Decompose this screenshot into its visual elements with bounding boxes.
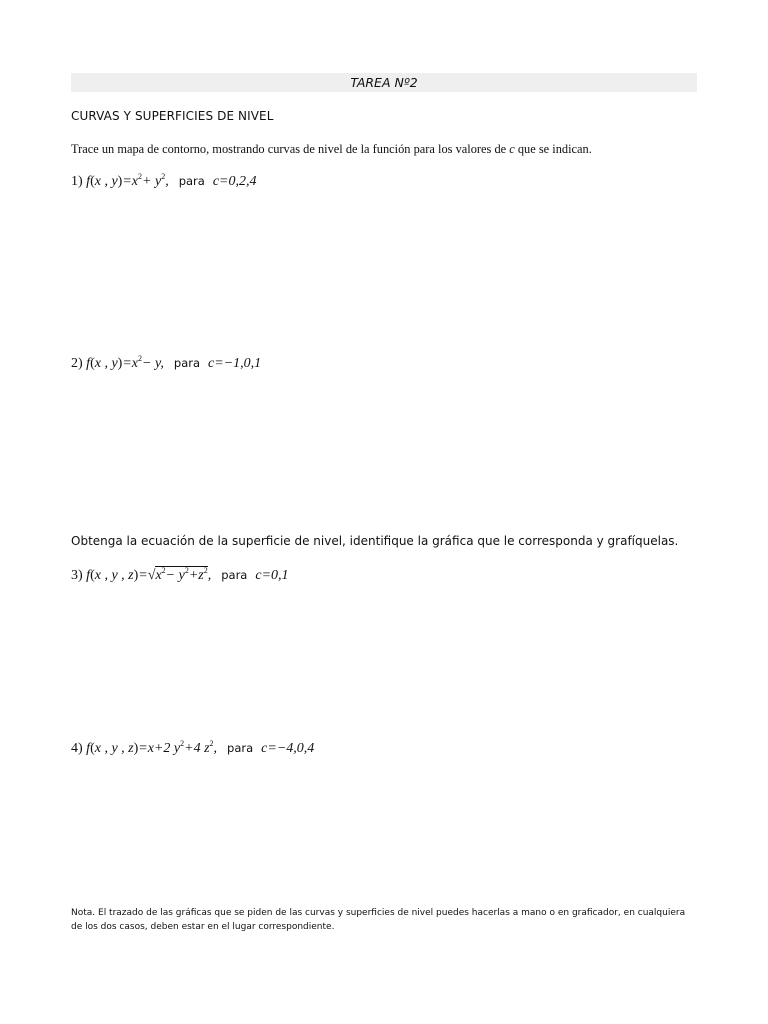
surface-instruction: Obtenga la ecuación de la superficie de nivel, identifique la gráfica que le corresponda y grafíquelas.: [71, 534, 679, 548]
problem-4-values: c=−4,0,4: [261, 741, 315, 756]
page-title: TAREA Nº2: [71, 73, 697, 92]
problem-1: [71, 172, 256, 190]
problem-3-number: 3): [71, 568, 83, 583]
problem-4: [71, 739, 314, 757]
problem-4-para: para: [227, 741, 254, 755]
problem-1-para: para: [178, 174, 205, 188]
problem-4-function: f(x , y , z)=x+2 $y^2+4$ $z^2$,: [86, 739, 218, 756]
problem-1-number: 1): [71, 174, 83, 189]
contour-instruction-pre: Trace un mapa de contorno, mostrando curvas de nivel de la función para los valores de: [71, 142, 510, 156]
problem-3: [71, 566, 289, 584]
problem-2: [71, 354, 261, 372]
problem-2-values: c=−1,0,1: [208, 356, 262, 371]
problem-1-function: f(x , $y)=x^2+ y^2$,: [86, 172, 169, 189]
problem-4-number: 4): [71, 741, 83, 756]
contour-instruction: [71, 142, 592, 157]
contour-instruction-var: c: [509, 142, 515, 156]
problem-2-function: f(x , $y)=x^2- y$,: [86, 354, 164, 371]
problem-3-para: para: [221, 568, 248, 582]
footnote: [71, 906, 701, 934]
contour-instruction-post: que se indican.: [514, 142, 592, 156]
problem-3-function: f(x , y , $z)=√x^2- y^2+z^2$,: [86, 566, 212, 583]
footnote-line-2: de los dos casos, deben estar en el lugar correspondiente.: [71, 922, 335, 932]
problem-2-para: para: [173, 356, 201, 370]
problem-3-values: c=0,1: [255, 568, 289, 583]
problem-1-values: c=0,2,4: [212, 174, 257, 189]
sqrt-symbol: √: [147, 568, 156, 583]
footnote-line-1: Nota. El trazado de las gráficas que se piden de las curvas y superficies de nivel puedes hacerlas a mano o en graficador, en cualquiera: [71, 908, 686, 918]
problem-2-number: 2): [71, 356, 83, 371]
section-heading: CURVAS Y SUPERFICIES DE NIVEL: [71, 109, 274, 123]
